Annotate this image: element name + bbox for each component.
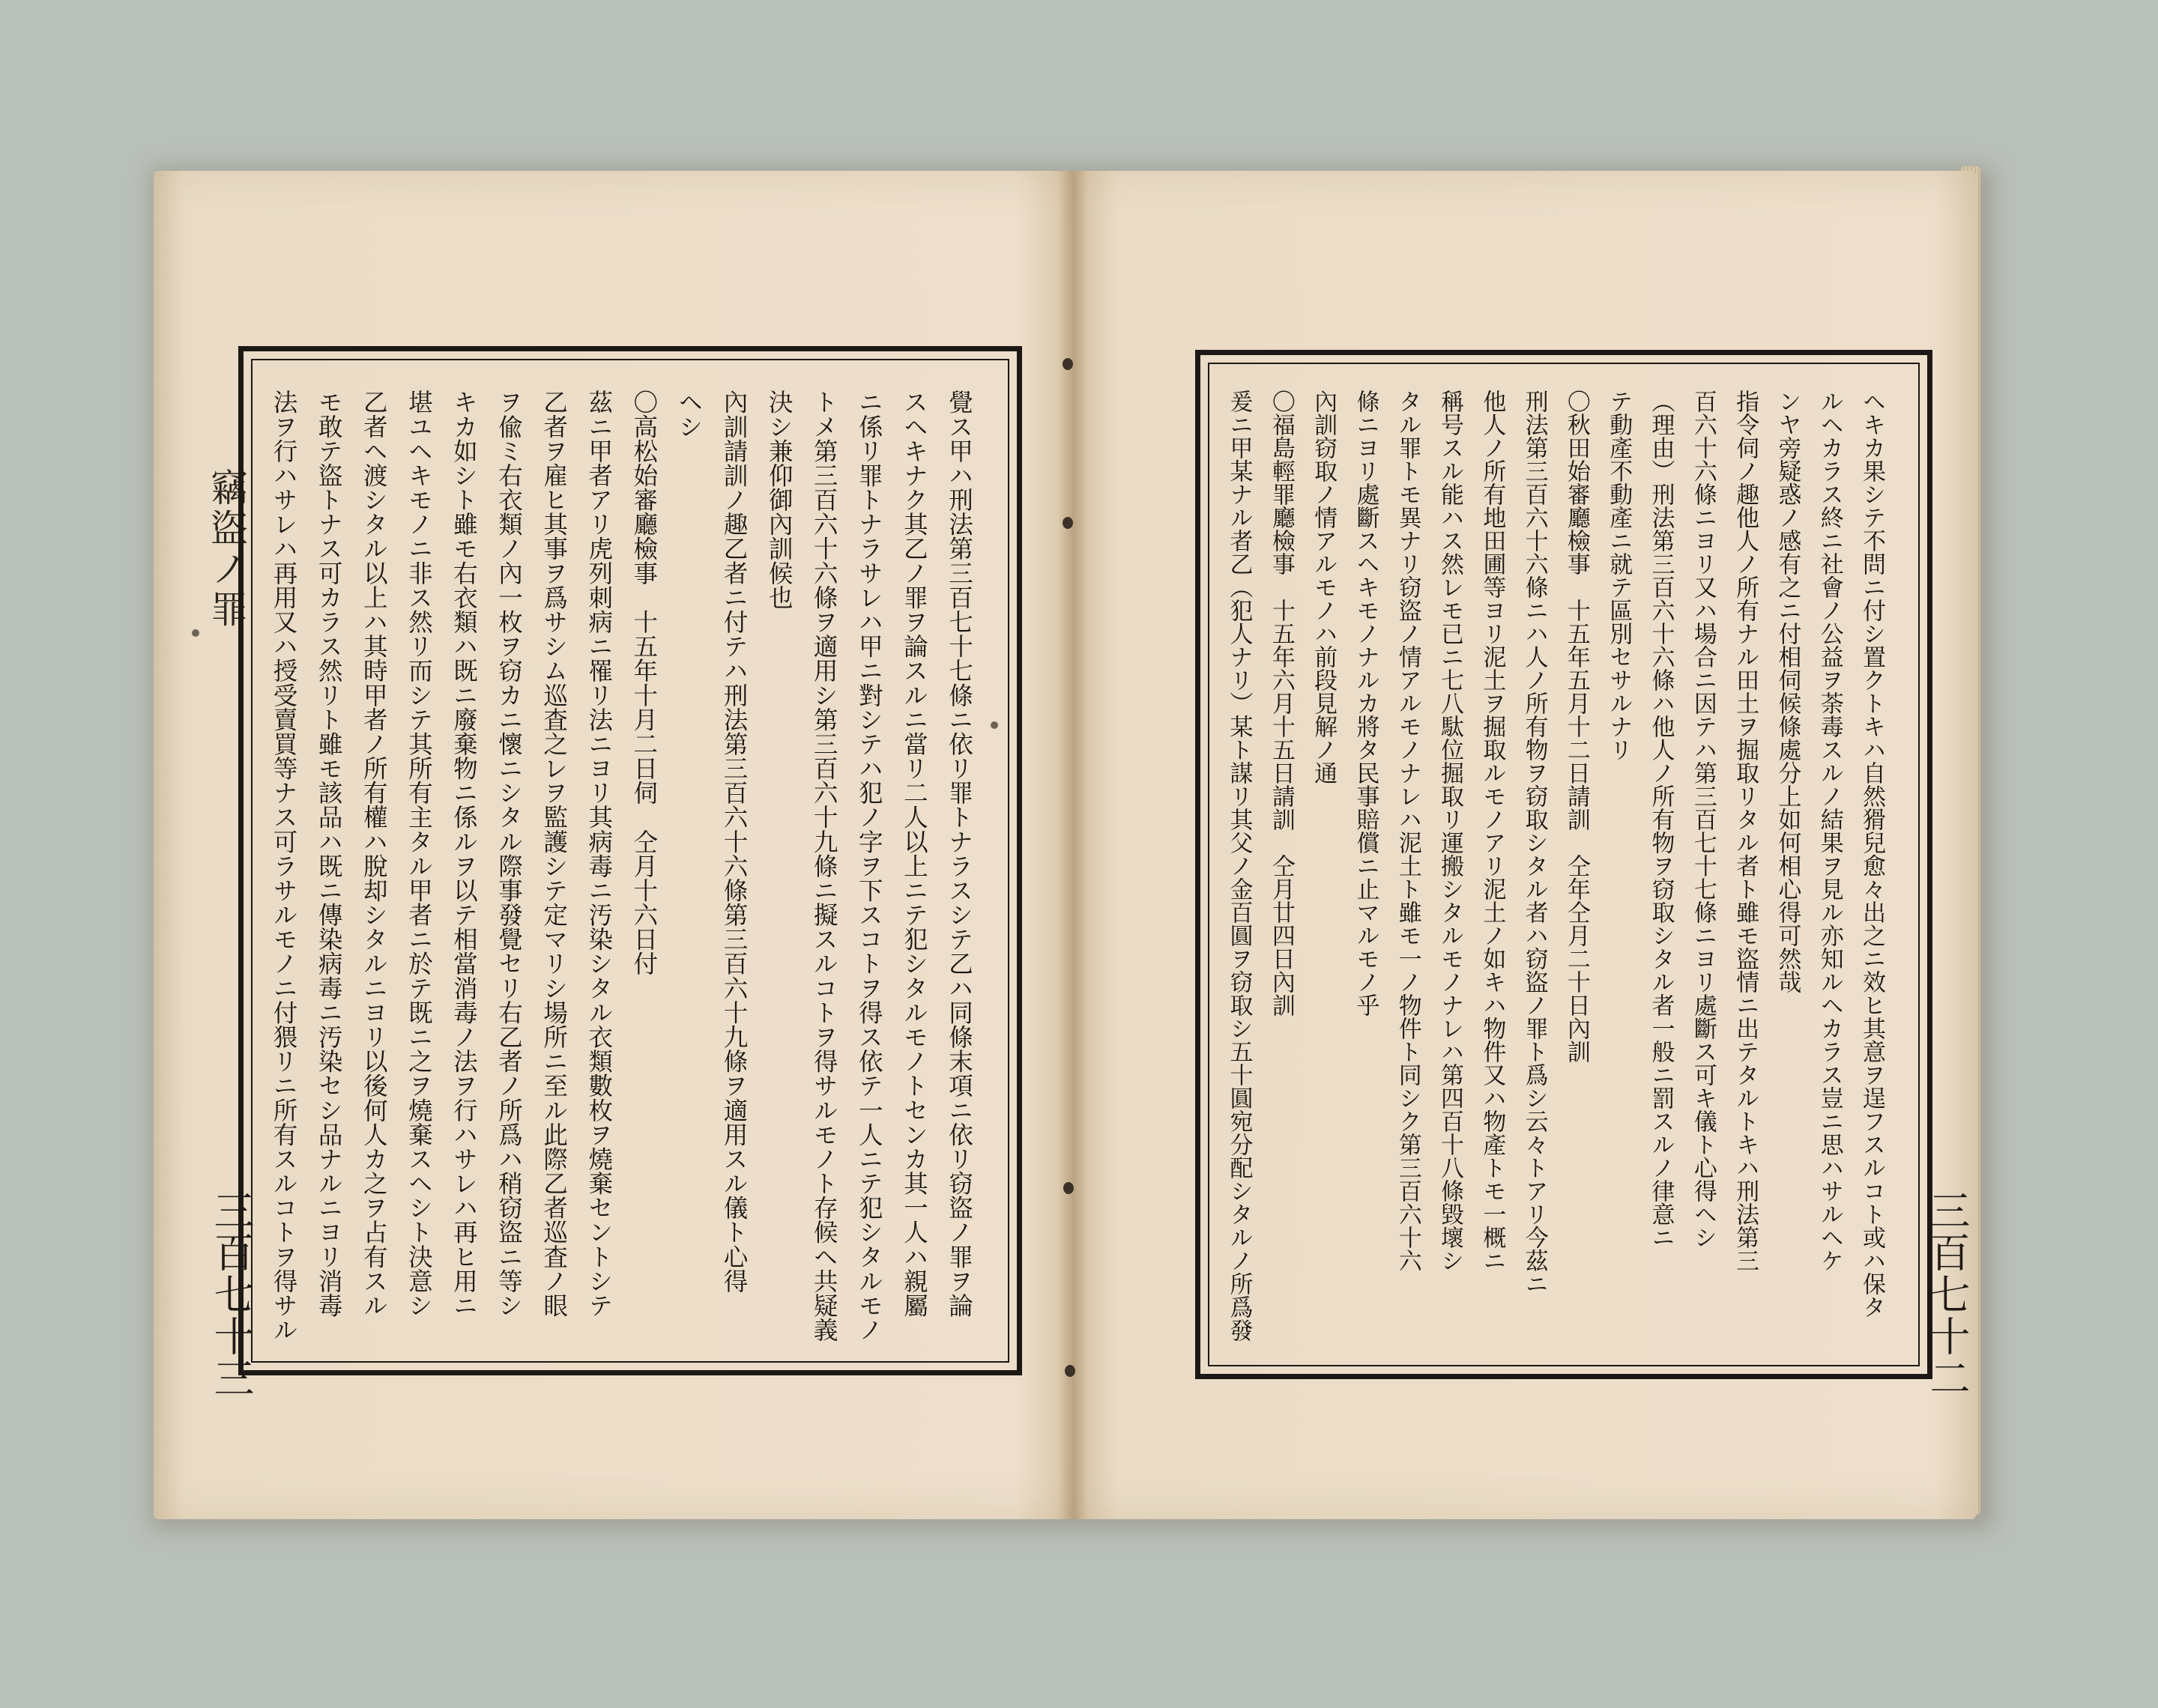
text-column: 乙者ヲ雇ヒ其事ヲ爲サシム巡査之レヲ監護シテ定マリシ場所ニ至ル此際乙者巡査ノ眼 (540, 390, 569, 1318)
text-column: 〇高松始審廳檢事 十五年十月二日伺 仝月十六日付 (629, 390, 659, 976)
text-column: 稱号スル能ハス然レモ已ニ七八駄位掘取リ運搬シタルモノナレハ第四百十八條毀壞シ (1436, 390, 1464, 1272)
page-number-left: 三百七十三 (208, 1190, 255, 1399)
text-column: 他人ノ所有地田圃等ヨリ泥土ヲ掘取ルモノアリ泥土ノ如キハ物件又ハ物產トモ一概ニ (1478, 390, 1506, 1272)
text-column: 內訓窃取ノ情アルモノハ前段見解ノ通 (1310, 390, 1338, 784)
page-number-right: 三百七十二 (1923, 1190, 1971, 1399)
text-column: タル罪トモ異ナリ窃盜ノ情アルモノナレハ泥土ト雖モ一ノ物件ト同シク第三百六十六 (1394, 390, 1421, 1272)
binding-stitch (1063, 1182, 1074, 1194)
text-column: キカ如シト雖モ右衣類ハ既ニ廢棄物ニ係ルヲ以テ相當消毒ノ法ヲ行ハサレハ再ヒ用ニ (449, 390, 478, 1318)
text-column: 〇秋田始審廳檢事 十五年五月十二日請訓 仝年仝月二十日內訓 (1562, 390, 1590, 1063)
text-column: （理由）刑法第三百六十六條ハ他人ノ所有物ヲ窃取シタル者一般ニ罰スルノ律意ニ (1647, 390, 1675, 1249)
binding-stitch (1063, 358, 1073, 370)
text-column: ニ係リ罪トナラサレハ甲ニ對シテハ犯ノ字ヲ下スコトヲ得ス依テ一人ニテ犯シタルモノ (854, 390, 883, 1342)
text-column: スヘキナク其乙ノ罪ヲ論スルニ當リ二人以上ニテ犯シタルモノトセンカ其一人ハ親屬 (899, 390, 928, 1318)
text-column: ヘシ (674, 390, 704, 439)
left-page-body (261, 390, 982, 1341)
text-column: 百六十六條ニヨリ又ハ場合ニ因テハ第三百七十七條ニヨリ處斷ス可キ儀ト心得ヘシ (1689, 390, 1717, 1249)
text-column: 〇福島輕罪廳檢事 十五年六月十五日請訓 仝月廿四日內訓 (1267, 390, 1295, 1017)
paper-spot (192, 629, 199, 637)
binding-stitch (1065, 1365, 1075, 1377)
binding-stitch (1063, 517, 1073, 529)
text-column: 覺ス甲ハ刑法第三百七十七條ニ依リ罪トナラスシテ乙ハ同條末項ニ依リ窃盜ノ罪ヲ論 (945, 390, 973, 1318)
text-column: モ敢テ盜トナス可カラス然リト雖モ該品ハ既ニ傳染病毒ニ汚染セシ品ナルニヨリ消毒 (314, 390, 343, 1318)
text-column: テ動產不動產ニ就テ區別セサルナリ (1605, 390, 1633, 761)
text-column: 茲ニ甲者アリ虎列刺病ニ罹リ法ニヨリ其病毒ニ汚染シタル衣類數枚ヲ燒棄セントシテ (584, 390, 614, 1318)
text-column: 決シ兼仰御內訓候也 (764, 390, 794, 610)
text-column: 條ニヨリ處斷スヘキモノナルカ將タ民事賠償ニ止マルモノ乎 (1352, 390, 1379, 1017)
book-gutter (1058, 171, 1088, 1519)
running-header: 竊盜ノ罪 (205, 468, 248, 630)
text-column: ルヘカラス終ニ社會ノ公益ヲ荼毒スルノ結果ヲ見ル亦知ルヘカラス豈ニ思ハサルヘケ (1816, 390, 1843, 1272)
text-column: ンヤ旁疑惑ノ感有之ニ付相伺候條處分上如何相心得可然哉 (1774, 390, 1801, 993)
text-column: ヘキカ果シテ不問ニ付シ置クトキハ自然猾兒愈々出之ニ效ヒ其意ヲ逞フスルコト或ハ保タ (1858, 390, 1885, 1318)
text-column: 刑法第三百六十六條ニハ人ノ所有物ヲ窃取シタル者ハ窃盜ノ罪ト爲シ云々トアリ今茲ニ (1520, 390, 1548, 1295)
text-column: 堪ユヘキモノニ非ス然リ而シテ其所有主タル甲者ニ於テ既ニ之ヲ燒棄スヘシト決意シ (404, 390, 433, 1318)
text-column: 法ヲ行ハサレハ再用又ハ授受賣買等ナス可ラサルモノニ付猥リニ所有スルコトヲ得サル (269, 390, 298, 1342)
right-page-body (1218, 390, 1893, 1341)
text-column: ヲ偸ミ右衣類ノ內一枚ヲ窃カニ懷ニシタル際事發覺セリ右乙者ノ所爲ハ稍窃盜ニ等シ (495, 390, 524, 1318)
text-column: 指令伺ノ趣他人ノ所有ナル田土ヲ掘取リタル者ト雖モ盜情ニ出テタルトキハ刑法第三 (1732, 390, 1759, 1272)
text-column: トメ第三百六十六條ヲ適用シ第三百六十九條ニ擬スルコトヲ得サルモノト存候ヘ共疑義 (809, 390, 838, 1342)
text-column: 爰ニ甲某ナル者乙（犯人ナリ）某ト謀リ其父ノ金百圓ヲ窃取シ五十圓宛分配シタルノ所爲發 (1225, 390, 1253, 1342)
text-column: 乙者ヘ渡シタル以上ハ其時甲者ノ所有權ハ脫却シタルニヨリ以後何人カ之ヲ占有スル (359, 390, 388, 1318)
text-column: 內訓請訓ノ趣乙者ニ付テハ刑法第三百六十六條第三百六十九條ヲ適用スル儀ト心得 (719, 390, 749, 1293)
